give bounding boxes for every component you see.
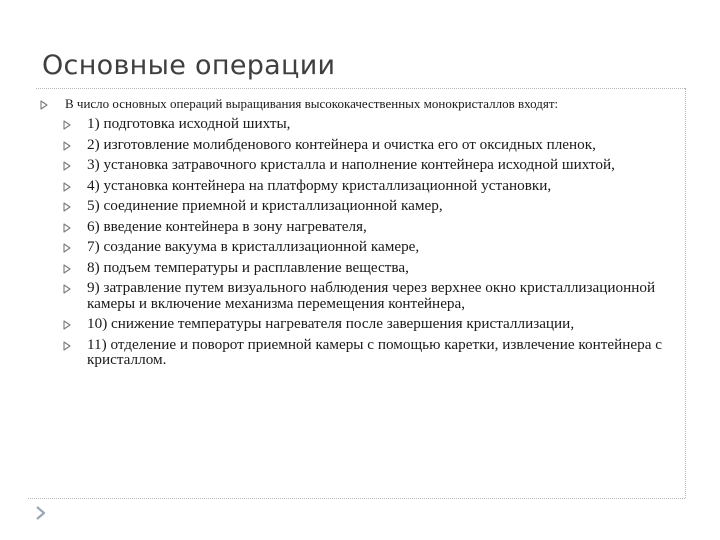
slide-content [40,96,680,373]
list-item [40,239,680,255]
triangle-bullet-icon [63,161,71,171]
triangle-bullet-icon [40,100,48,110]
chevron-right-icon [33,505,49,521]
bottom-divider [28,498,685,499]
list-item [40,198,680,214]
list-item-text: 7) создание вакуума в кристаллизационной камере, [87,238,420,255]
triangle-bullet-icon [63,202,71,212]
list-item [40,219,680,235]
list-item [40,157,680,173]
list-item-text: 11) отделение и поворот приемной камеры с помощью каретки, извлечение контейнера с кристаллом. [87,335,662,368]
triangle-bullet-icon [63,284,71,294]
list-item-text: 2) изготовление молибденового контейнера и очистка его от оксидных пленок, [87,135,596,153]
list-item-text: 1) подготовка исходной шихты, [87,115,291,132]
list-item-text: 9) затравление путем визуального наблюдения через верхнее окно кристаллизационной камеры и включение механизма перемещения контейнера, [87,279,656,312]
list-item-text: 10) снижение температуры нагревателя после завершения кристаллизации, [87,315,575,332]
slide-title: Основные операции [42,50,336,81]
list-item [40,178,680,194]
operations-list [40,116,680,368]
list-item [40,260,680,276]
list-item-text: 6) введение контейнера в зону нагревателя, [87,217,367,235]
list-item-text: 3) установка затравочного кристалла и наполнение контейнера исходной шихтой, [87,156,615,173]
intro-item [40,96,680,112]
list-item [40,316,680,332]
list-item-text: 4) установка контейнера на платформу кристаллизационной установки, [87,176,552,194]
triangle-bullet-icon [63,264,71,274]
list-item [40,280,680,311]
intro-text: В число основных операций выращивания высококачественных монокристаллов входят: [65,96,559,111]
triangle-bullet-icon [63,141,71,151]
title-divider [36,88,685,89]
list-item-text: 8) подъем температуры и расплавление вещества, [87,258,409,276]
triangle-bullet-icon [63,320,71,330]
triangle-bullet-icon [63,120,71,130]
list-item [40,116,680,132]
triangle-bullet-icon [63,223,71,233]
right-divider [685,88,686,498]
list-item-text: 5) соединение приемной и кристаллизационной камер, [87,197,443,214]
triangle-bullet-icon [63,182,71,192]
list-item [40,137,680,153]
triangle-bullet-icon [63,341,71,351]
triangle-bullet-icon [63,243,71,253]
list-item [40,337,680,368]
